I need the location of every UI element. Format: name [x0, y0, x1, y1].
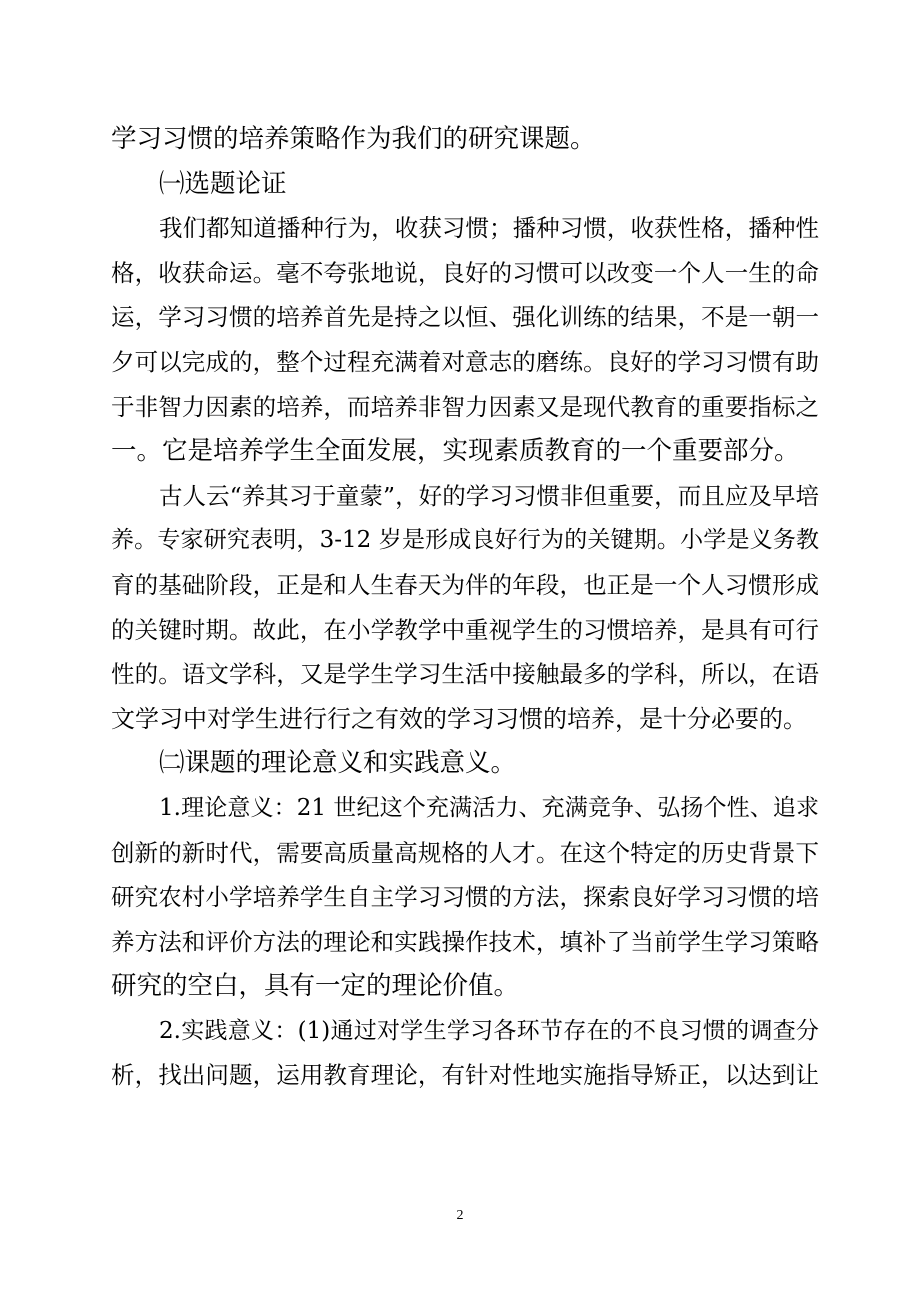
text-line-1: 学习习惯的培养策略作为我们的研究课题。 — [111, 124, 596, 154]
text-line-5: 运，学习习惯的培养首先是持之以恒、强化训练的结果，不是一朝一 — [111, 303, 819, 332]
text-line-16: 1.理论意义：21 世纪这个充满活力、充满竞争、弘扬个性、追求 — [159, 794, 819, 821]
page-number: 2 — [456, 1208, 464, 1223]
body-text — [111, 117, 819, 1098]
section-heading-2: ㈡课题的理论意义和实践意义。 — [159, 748, 517, 779]
text-line-10: 养。专家研究表明，3-12 岁是形成良好行为的关键期。小学是义务教 — [111, 527, 819, 554]
text-line-12: 的关键时期。故此，在小学教学中重视学生的习惯培养，是具有可行 — [111, 615, 819, 644]
text-line-20: 研究的空白，具有一定的理论价值。 — [111, 971, 520, 1002]
text-line-6: 夕可以完成的，整个过程充满着对意志的磨练。良好的学习习惯有助 — [111, 347, 819, 376]
text-line-9: 古人云“养其习于童蒙”，好的学习习惯非但重要，而且应及早培 — [159, 481, 819, 510]
text-line-21: 2.实践意义：(1)通过对学生学习各环节存在的不良习惯的调查分 — [159, 1017, 819, 1044]
text-line-3: 我们都知道播种行为，收获习惯；播种习惯，收获性格，播种性 — [159, 214, 819, 243]
text-line-17: 创新的新时代，需要高质量高规格的人才。在这个特定的历史背景下 — [111, 838, 819, 867]
section-heading-1: ㈠选题论证 — [159, 168, 287, 199]
text-line-14: 文学习中对学生进行行之有效的学习习惯的培养，是十分必要的。 — [111, 704, 807, 733]
text-line-7: 于非智力因素的培养，而培养非智力因素又是现代教育的重要指标之 — [111, 392, 819, 421]
text-line-22: 析，找出问题，运用教育理论，有针对性地实施指导矫正，以达到让 — [111, 1061, 819, 1090]
text-line-13: 性的。语文学科，又是学生学习生活中接触最多的学科，所以，在语 — [111, 660, 819, 689]
text-line-11: 育的基础阶段，正是和人生春天为伴的年段，也正是一个人习惯形成 — [111, 570, 819, 599]
text-line-18: 研究农村小学培养学生自主学习习惯的方法，探索良好学习习惯的培 — [111, 883, 819, 912]
text-line-19: 养方法和评价方法的理论和实践操作技术，填补了当前学生学习策略 — [111, 927, 819, 956]
text-line-8: 一。它是培养学生全面发展，实现素质教育的一个重要部分。 — [111, 436, 800, 467]
text-line-4: 格，收获命运。毫不夸张地说，良好的习惯可以改变一个人一生的命 — [111, 258, 819, 287]
